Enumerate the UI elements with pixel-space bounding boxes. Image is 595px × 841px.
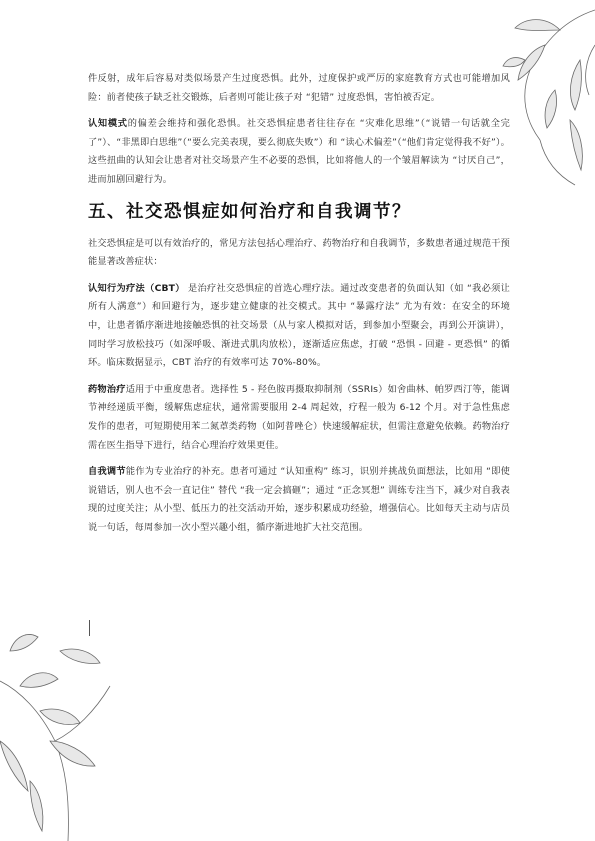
term-cognitive-patterns: 认知模式 [88, 118, 128, 130]
paragraph-self-regulation: 自我调节能作为专业治疗的补充。患者可通过 “认知重构” 练习，识别并挑战负面想法，比如用 “即使说错话，别人也不会一直记住” 替代 “我一定会搞砸”；通过 “正念冥想” 训练专注当下，减少对自我表现的过度关注；从小型、低压力的社交活动开始，逐步积累成功经验，增强信心。比如每天主动与店员说一句话，每周参加一次小型兴趣小组，循序渐进地扩大社交范围。 [88, 466, 511, 533]
term-medication: 药物治疗 [88, 383, 126, 395]
article-body [88, 70, 510, 545]
term-cbt: 认知行为疗法（CBT） [88, 282, 185, 294]
paragraph-cbt: 认知行为疗法（CBT） 是治疗社交恐惧症的首选心理疗法。通过改变患者的负面认知（如 “我必须让所有人满意”）和回避行为，逐步建立健康的社交模式。其中 “暴露疗法” 尤为有效：在安全的环境中，让患者循序渐进地接触恐惧的社交场景（从与家人模拟对话，到参加小型聚会，再到公开演讲），同时学习放松技巧（如深呼吸、渐进式肌肉放松），逐渐适应焦虑，打破 “恐惧 - 回避 - 更恐惧” 的循环。临床数据显示，CBT 治疗的有效率可达 70%-80%。 [88, 282, 510, 369]
paragraph-treatment-intro: 社交恐惧症是可以有效治疗的，常见方法包括心理治疗、药物治疗和自我调节，多数患者通过规范干预能显著改善症状： [88, 237, 510, 268]
lily-flower-bottom-left-icon [0, 591, 115, 841]
term-self-regulation: 自我调节 [88, 466, 126, 478]
paragraph-medication: 药物治疗适用于中重度患者。选择性 5 - 羟色胺再摄取抑制剂（SSRIs）如舍曲林、帕罗西汀等，能调节神经递质平衡，缓解焦虑症状，通常需要服用 2-4 周起效，疗程一般为 6-12 个月。对于急性焦虑发作的患者，可短期使用苯二氮䓬类药物（如阿普唑仑）快速缓解症状，但需注意避免依赖。药物治疗需在医生指导下进行，结合心理治疗效果更佳。 [88, 383, 510, 451]
section-heading: 五、社交恐惧症如何治疗和自我调节？ [88, 201, 411, 222]
text-cursor[interactable] [89, 620, 90, 636]
paragraph-family-factors: 件反射，成年后容易对类似场景产生过度恐惧。此外，过度保护或严厉的家庭教育方式也可能增加风险：前者使孩子缺乏社交锻炼，后者则可能让孩子对 “犯错” 过度恐惧，害怕被否定。 [88, 73, 510, 103]
paragraph-cognitive-patterns: 认知模式的偏差会维持和强化恐惧。社交恐惧症患者往往存在 “灾难化思维”（“说错一句话就全完了”）、“非黑即白思维”（“要么完美表现，要么彻底失败”）和 “读心术偏差”（“他们肯定觉得我不好”）。这些扭曲的认知会让患者对社交场景产生不必要的恐惧，比如将他人的一个皱眉解读为 “讨厌自己”，进而加剧回避行为。 [88, 118, 510, 185]
